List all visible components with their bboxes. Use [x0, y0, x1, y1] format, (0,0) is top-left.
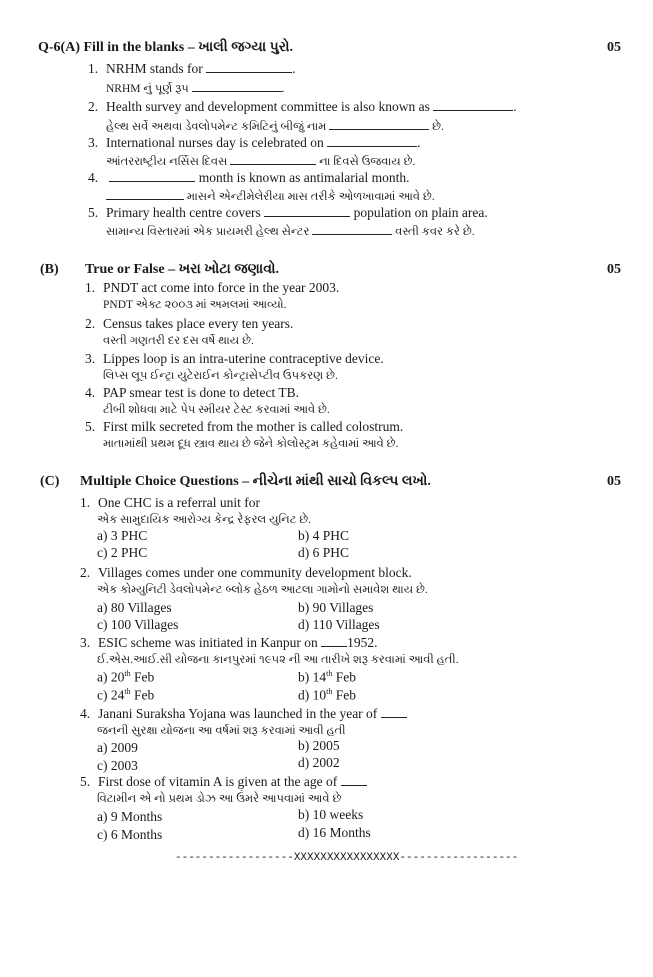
b1-gujarati: PNDT એક્ટ ૨૦૦૩ માં અમલમાં આવ્યો. — [103, 299, 287, 311]
a2-gujarati: હેલ્થ સર્વે અથવા ડેવલોપમેન્ટ કમિટિનું બીજું નામ છે. — [106, 118, 444, 135]
section-b-title: True or False – ખરા ખોટા જણાવો. — [85, 262, 279, 277]
c4-option-d: d) 2002 — [298, 755, 340, 770]
b3-statement: 3. Lippes loop is an intra-uterine contraceptive device. — [85, 351, 384, 366]
c5-question: 5. First dose of vitamin A is given at the age of — [80, 774, 367, 790]
b2-statement: 2. Census takes place every ten years. — [85, 316, 294, 331]
c1-option-c: c) 2 PHC — [97, 545, 148, 560]
end-separator: ------------------XXXXXXXXXXXXXXXX------------------ — [175, 852, 519, 864]
section-a-marks: 05 — [607, 40, 621, 55]
section-a-label: Q-6(A) — [38, 40, 80, 55]
c3-option-b: b) 14th Feb — [298, 669, 356, 685]
c5-option-c: c) 6 Months — [97, 827, 163, 842]
c2-option-c: c) 100 Villages — [97, 617, 179, 632]
section-b-label: (B) — [40, 262, 59, 277]
section-c-label: (C) — [40, 474, 60, 489]
c4-option-c: c) 2003 — [97, 758, 138, 773]
a2-question: 2. Health survey and development committee is also known as . — [88, 99, 517, 114]
a3-gujarati: આંતરરાષ્ટ્રીય નર્સિસ દિવસ ના દિવસે ઉજવાય છે. — [106, 153, 415, 170]
b4-statement: 4. PAP smear test is done to detect TB. — [85, 385, 299, 400]
c5-option-a: a) 9 Months — [97, 809, 163, 824]
b4-gujarati: ટીબી શોધવા માટે પેપ સ્મીયર ટેસ્ટ કરવામાં આવે છે. — [103, 404, 330, 416]
c4-question: 4. Janani Suraksha Yojana was launched in the year of — [80, 706, 407, 722]
c5-option-b: b) 10 weeks — [298, 807, 364, 822]
section-c-marks: 05 — [607, 474, 621, 489]
b5-statement: 5. First milk secreted from the mother is called colostrum. — [85, 419, 404, 434]
c3-option-c: c) 24th Feb — [97, 687, 155, 703]
b5-gujarati: માતામાંથી પ્રથમ દૂધ સ્ત્રાવ થાય છે જેને કોલોસ્ટ્રમ કહેવામાં આવે છે. — [103, 438, 399, 450]
c1-gujarati: એક સામુદાયિક આરોગ્ય કેન્દ્ર રેફરલ યુનિટ છે. — [97, 514, 312, 526]
c2-option-d: d) 110 Villages — [298, 617, 380, 632]
c1-option-b: b) 4 PHC — [298, 528, 350, 543]
a5-question: 5. Primary health centre covers population on plain area. — [88, 205, 488, 220]
a1-gujarati: NRHM નું પૂર્ણ રૂપ . — [106, 80, 285, 97]
c1-question: 1. One CHC is a referral unit for — [80, 495, 260, 510]
c4-gujarati: જનની સુરક્ષા યોજના આ વર્ષમાં શરૂ કરવામાં આવી હતી — [97, 725, 346, 737]
a3-question: 3. International nurses day is celebrated on . — [88, 135, 421, 150]
b1-statement: 1. PNDT act come into force in the year 2003. — [85, 280, 340, 295]
c1-option-a: a) 3 PHC — [97, 528, 148, 543]
c3-gujarati: ઈ.એસ.આઈ.સી યોજના કાનપુરમાં ૧૯૫૨ ની આ તારીખે શરૂ કરવામાં આવી હતી. — [97, 654, 459, 666]
a5-gujarati: સામાન્ય વિસ્તારમાં એક પ્રાયમરી હેલ્થ સેન્ટર વસ્તી કવર કરે છે. — [106, 223, 475, 240]
a4-gujarati: માસને એન્ટીમેલેરીયા માસ તરીકે ઓળખાવામાં આવે છે. — [106, 188, 435, 205]
b3-gujarati: લિપ્સ લૂપ ઈન્ટ્રા યુટેરાઈન કોન્ટ્રાસેપ્ટીવ ઉપકરણ છે. — [103, 370, 338, 382]
c5-gujarati: વિટામીન એ નો પ્રથમ ડોઝ આ ઉંમરે આપવામાં આવે છે — [97, 793, 342, 805]
c2-gujarati: એક કોમ્યુનિટી ડેવલોપમેન્ટ બ્લોક હેઠળ આટલા ગામોનો સમાવેશ થાય છે. — [97, 584, 428, 596]
c2-option-a: a) 80 Villages — [97, 600, 172, 615]
a1-question: 1. NRHM stands for . — [88, 61, 296, 76]
c3-option-d: d) 10th Feb — [298, 687, 356, 703]
section-a-title: Fill in the blanks – ખાલી જગ્યા પુરો. — [83, 40, 293, 55]
b2-gujarati: વસ્તી ગણતરી દર દસ વર્ષે થાય છે. — [103, 335, 254, 347]
c2-option-b: b) 90 Villages — [298, 600, 374, 615]
c2-question: 2. Villages comes under one community development block. — [80, 565, 412, 580]
section-c-title: Multiple Choice Questions – નીચેના માંથી સાચો વિકલ્પ લખો. — [80, 474, 431, 489]
c3-question: 3. ESIC scheme was initiated in Kanpur on 1952. — [80, 635, 378, 650]
c3-option-a: a) 20th Feb — [97, 669, 155, 685]
c4-option-b: b) 2005 — [298, 738, 340, 753]
section-b-marks: 05 — [607, 262, 621, 277]
c5-option-d: d) 16 Months — [298, 825, 371, 840]
c1-option-d: d) 6 PHC — [298, 545, 350, 560]
section-a-heading — [38, 40, 293, 56]
c4-option-a: a) 2009 — [97, 740, 138, 755]
a4-question: 4. month is known as antimalarial month. — [88, 170, 410, 185]
